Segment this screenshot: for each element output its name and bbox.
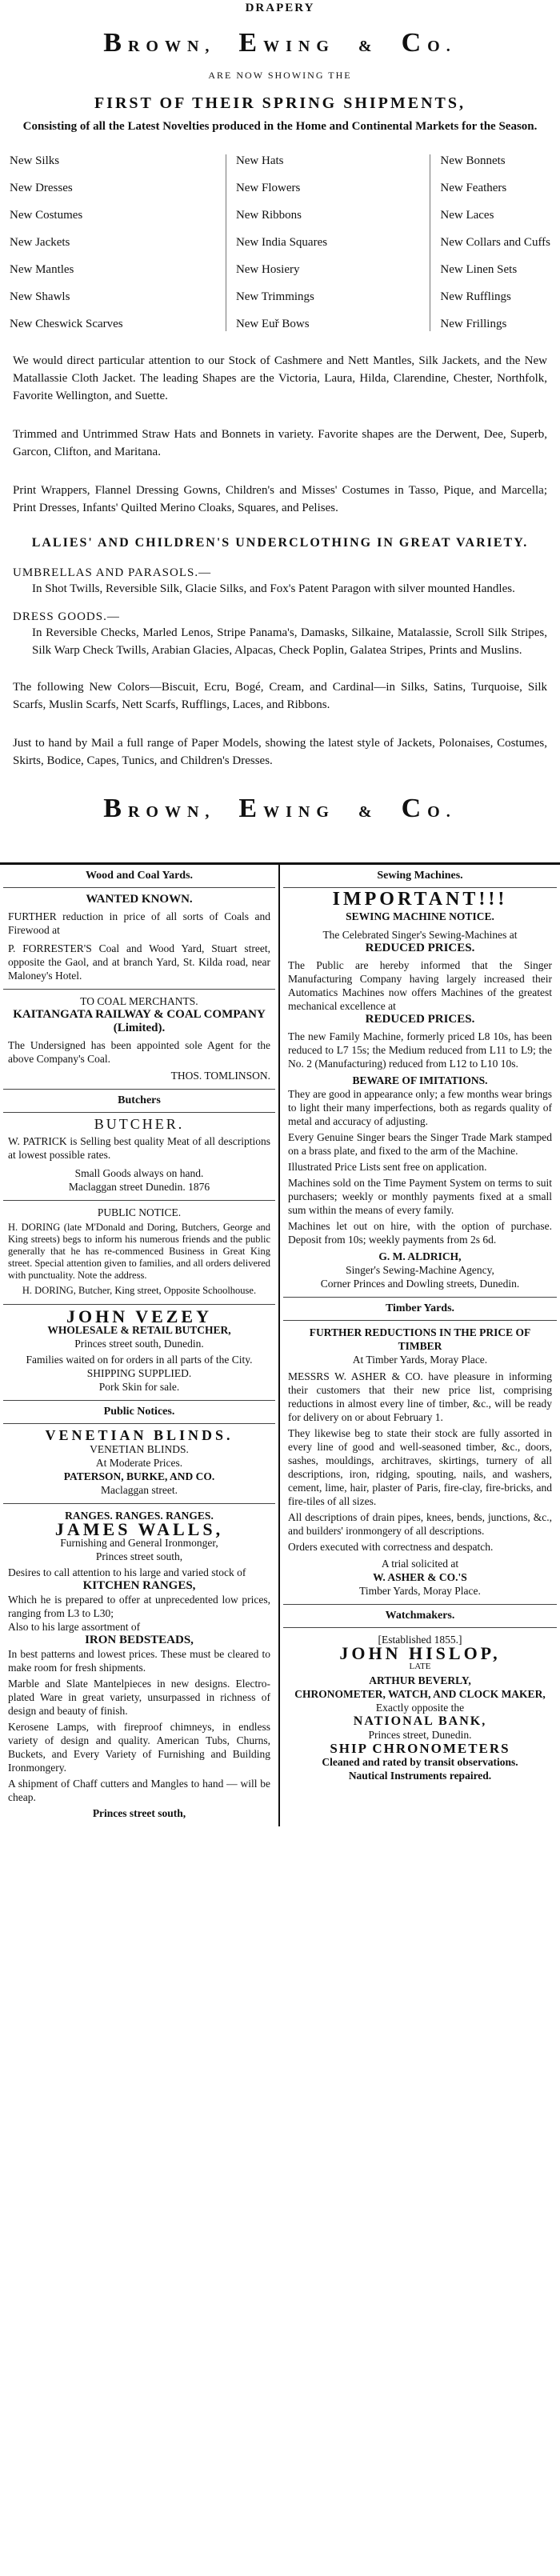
important-title: IMPORTANT!!! — [332, 889, 508, 910]
classified-columns — [0, 862, 560, 1826]
princes-line: Princes street south, — [92, 1807, 186, 1819]
opposite-line: Exactly opposite the — [375, 1702, 465, 1714]
chrono-line: CHRONOMETER, WATCH, AND CLOCK MAKER, — [294, 1688, 546, 1700]
doring-ad — [3, 1201, 275, 1305]
shipment-body: A shipment of Chaff cutters and Mangles to hand — will be cheap. — [8, 1778, 270, 1803]
umbrellas-heading: UMBRELLAS AND PARASOLS.— — [13, 566, 212, 579]
list-item: New Feathers — [440, 182, 507, 194]
illustrated-line: Illustrated Price Lists sent free on application. — [288, 1161, 487, 1173]
aldrich-name: G. M. ALDRICH, — [378, 1250, 462, 1262]
reduced-title: REDUCED PRICES. — [365, 942, 475, 954]
orders-line: Orders executed with correctness and despatch. — [288, 1541, 494, 1553]
princes-street: Princes street, Dunedin. — [368, 1729, 472, 1741]
watchmakers-heading: Watchmakers. — [283, 1605, 557, 1628]
asher-ad — [283, 1321, 557, 1605]
list-item: New Mantles — [10, 263, 74, 276]
novelty-columns — [0, 154, 560, 331]
list-item: New Bonnets — [440, 154, 506, 167]
beverly-name: ARTHUR BEVERLY, — [369, 1674, 471, 1686]
new-family: The new Family Machine, formerly priced L8 10s, has been reduced to L7 15s; the Medium reduced from L11 to L9; the No. 2 (Manufacturing) reduced from L12 to L10 10s. — [288, 1030, 552, 1070]
sewing-notice: SEWING MACHINE NOTICE. — [346, 910, 494, 922]
forrester-body: P. FORRESTER'S Coal and Wood Yard, Stuart street, opposite the Gaol, and at branch Yard, St. Kilda road, near Maloney's Hotel. — [8, 942, 270, 982]
established-line: [Established 1855.] — [378, 1634, 462, 1646]
wood-coal-heading: Wood and Coal Yards. — [3, 865, 275, 888]
list-item: New Rufflings — [440, 290, 511, 303]
headline: FIRST OF THEIR SPRING SHIPMENTS, — [94, 94, 466, 112]
list-item: New Collars and Cuffs — [440, 236, 550, 249]
asher-addr: Timber Yards, Moray Place. — [359, 1585, 481, 1597]
print-para: Print Wrappers, Flannel Dressing Gowns, Children's and Misses' Costumes in Tasso, Pique, and Marcella; Print Dresses, Infants' Quilted Merino Cloaks, Squares, and Pelises. — [13, 484, 547, 514]
maclaggan-line: Maclaggan street Dunedin. 1876 — [68, 1181, 210, 1193]
walls-trade: Furnishing and General Ironmonger, — [60, 1537, 218, 1549]
list-item: New Shawls — [10, 290, 70, 303]
left-column — [0, 865, 280, 1826]
forrester-ad — [3, 888, 275, 990]
undersigned-body: The Undersigned has been appointed sole Agent for the above Company's Coal. — [8, 1039, 270, 1065]
list-item: New Dresses — [10, 182, 73, 194]
payment-body: Machines sold on the Time Payment System on terms to suit purchasers; weekly or monthly payments fixed at a small sum within the means of every family. — [288, 1177, 552, 1216]
doring-sign: H. DORING, Butcher, King street, Opposite Schoolhouse. — [22, 1285, 257, 1296]
moderate-line: At Moderate Prices. — [95, 1457, 183, 1469]
kerosene-body: Kerosene Lamps, with fireproof chimneys, in endless variety of design and quality. American Tubs, Churns, Buckets, and Every Variety of Furnishing and Building Ironmongery. — [8, 1721, 270, 1774]
public-notice-title: PUBLIC NOTICE. — [97, 1206, 182, 1218]
list-item: New Costumes — [10, 209, 83, 222]
vezey-trade: WHOLESALE & RETAIL BUTCHER, — [47, 1324, 231, 1336]
brand-name-bottom: BROWN, EWING & CO. — [103, 794, 457, 823]
iron-title: IRON BEDSTEADS, — [85, 1634, 194, 1646]
timber-heading: Timber Yards. — [283, 1298, 557, 1321]
small-goods: Small Goods always on hand. — [74, 1167, 204, 1179]
vezey-body: Families waited on for orders in all parts of the City. — [26, 1354, 253, 1366]
beware-body: They are good in appearance only; a few months wear brings to light their many imperfections, both as regards quality of metal and accuracy of adjusting. — [288, 1088, 552, 1127]
singer-ad — [283, 888, 557, 1298]
list-item: New India Squares — [235, 236, 328, 249]
venetian-sub: VENETIAN BLINDS. — [90, 1443, 189, 1455]
butchers-heading: Butchers — [3, 1090, 275, 1113]
hislop-ad — [283, 1628, 557, 1789]
list-item: New Hosiery — [235, 263, 300, 276]
timber-yards-line: At Timber Yards, Moray Place. — [352, 1354, 488, 1366]
genuine-body: Every Genuine Singer bears the Singer Trade Mark stamped on a brass plate, and fixed to the arm of the Machine. — [288, 1131, 552, 1157]
ship-title: SHIP CHRONOMETERS — [330, 1741, 510, 1756]
kaitangata-ad — [3, 990, 275, 1090]
vezey-name: JOHN VEZEY — [66, 1306, 212, 1326]
section-title: DRAPERY — [245, 2, 315, 14]
let-body: Machines let out on hire, with the option of purchase. Deposit from 10s; weekly payments from 2s 6d. — [288, 1220, 552, 1246]
right-column — [280, 865, 560, 1826]
nautical-line: Nautical Instruments repaired. — [348, 1770, 492, 1782]
public-notices-heading: Public Notices. — [3, 1401, 275, 1424]
paterson-name: PATERSON, BURKE, AND CO. — [63, 1470, 215, 1482]
list-item: New Euř Bows — [235, 318, 310, 330]
list-item: New Trimmings — [235, 290, 314, 303]
late-line: LATE — [409, 1662, 431, 1671]
vezey-ad — [3, 1305, 275, 1401]
novelty-col-2 — [226, 154, 327, 331]
butcher-title: BUTCHER. — [94, 1116, 185, 1132]
trial-line: A trial solicited at — [381, 1558, 459, 1570]
asher-body: MESSRS W. ASHER & CO. have pleasure in informing their customers that their new price list, comprising reductions in almost every line of timber, &c., will be ready for delivery on or about February 1. — [288, 1370, 552, 1423]
venetian-ad — [3, 1424, 275, 1504]
colors-para: The following New Colors—Biscuit, Ecru, Bogé, Cream, and Cardinal—in Silks, Satins, Turquoise, Silk Scarfs, Muslin Scarfs, Nett Scarfs, Rufflings, Laces, and Ribbons. — [13, 681, 547, 711]
list-item: New Jackets — [10, 236, 70, 249]
wanted-body: FURTHER reduction in price of all sorts of Coals and Firewood at — [8, 910, 270, 936]
aldrich-role: Singer's Sewing-Machine Agency, — [346, 1264, 494, 1276]
also-line: Also to his large assortment of — [8, 1621, 141, 1633]
pork-line: Pork Skin for sale. — [98, 1381, 180, 1393]
also-desc: All descriptions of drain pipes, knees, bends, junctions, &c., and builders' ironmongery of all descriptions. — [288, 1511, 552, 1537]
list-item: New Ribbons — [235, 209, 302, 222]
reduced-title-2: REDUCED PRICES. — [365, 1013, 475, 1026]
cleaned-line: Cleaned and rated by transit observations. — [322, 1756, 518, 1768]
list-item: New Hats — [235, 154, 284, 167]
novelty-col-1 — [10, 154, 123, 331]
list-item: New Silks — [10, 154, 60, 167]
dress-heading: DRESS GOODS.— — [13, 610, 120, 623]
attention-para: We would direct particular attention to our Stock of Cashmere and Nett Mantles, Silk Jackets, and the New Matallassie Cloth Jacket. The leading Shapes are the Victoria, Laura, Hilda, Clarendine, Chester, Northfolk, Favorite Wellington, and Suette. — [13, 354, 547, 402]
ranges-title: RANGES. RANGES. RANGES. — [65, 1510, 214, 1522]
iron-body: In best patterns and lowest prices. These must be cleared to make room for fresh shipments. — [8, 1648, 270, 1674]
sewing-heading: Sewing Machines. — [283, 865, 557, 888]
list-item: New Linen Sets — [440, 263, 518, 276]
dress-para: In Reversible Checks, Marled Lenos, Stripe Panama's, Damasks, Silkaine, Matalassie, Scroll Silk Stripes, Silk Warp Check Twills, Arabian Glacies, Alpacas, Check Poplin, Galatea Stripes, Prints and Muslins. — [32, 626, 547, 657]
further-title: FURTHER REDUCTIONS IN THE PRICE OF TIMBER — [309, 1326, 531, 1352]
to-coal-title: TO COAL MERCHANTS. — [80, 995, 198, 1007]
paterson-addr: Maclaggan street. — [101, 1484, 178, 1496]
kitchen-body: Which he is prepared to offer at unprecedented low prices, ranging from L3 to L30; — [8, 1594, 270, 1619]
beware-title: BEWARE OF IMITATIONS. — [352, 1074, 488, 1086]
ladies-heading: LALIES' AND CHILDREN'S UNDERCLOTHING IN GREAT VARIETY. — [31, 536, 529, 550]
mail-para: Just to hand by Mail a full range of Paper Models, showing the latest style of Jackets, Polonaises, Costumes, Skirts, Bodice, Capes, Tunics, and Children's Dresses. — [13, 737, 547, 767]
vezey-addr: Princes street south, Dunedin. — [74, 1338, 204, 1350]
hislop-name: JOHN HISLOP, — [339, 1643, 501, 1663]
list-item: New Cheswick Scarves — [10, 318, 123, 330]
umbrellas-para: In Shot Twills, Reversible Silk, Glacie Silks, and Fox's Patent Paragon with silver mounted Handles. — [32, 582, 515, 595]
shipping-line: SHIPPING SUPPLIED. — [86, 1367, 192, 1379]
list-item: New Flowers — [235, 182, 301, 194]
kaitangata-title: KAITANGATA RAILWAY & COAL COMPANY (Limited). — [13, 1008, 266, 1034]
trimmed-para: Trimmed and Untrimmed Straw Hats and Bonnets in variety. Favorite shapes are the Derwent, Dee, Superb, Garcon, Clifton, and Maritana. — [13, 428, 547, 458]
public-informed: The Public are hereby informed that the Singer Manufacturing Company having largely increased their Automatics Machines now offers Machines of the greatest mechanical excellence at — [288, 959, 552, 1012]
list-item: New Frillings — [440, 318, 507, 330]
walls-addr: Princes street south, — [95, 1550, 183, 1562]
marble-body: Marble and Slate Mantelpieces in new designs. Electro-plated Ware in great variety, unsurpassed in richness of design and beauty of finish. — [8, 1678, 270, 1717]
asher-name: W. ASHER & CO.'S — [373, 1571, 467, 1583]
brand-name-top: BROWN, EWING & CO. — [103, 28, 457, 58]
aldrich-addr: Corner Princes and Dowling streets, Dunedin. — [320, 1278, 520, 1290]
doring-body: H. DORING (late M'Donald and Doring, Butchers, George and King streets) begs to inform his numerous friends and the public generally that he has re-commenced Business in Great King street. Special attention given to families, and all orders delivered with punctuality. Note the address. — [8, 1222, 271, 1281]
tomlinson-sign: THOS. TOMLINSON. — [170, 1070, 270, 1082]
patrick-body: W. PATRICK is Selling best quality Meat of all descriptions at lowest possible rates. — [8, 1135, 270, 1161]
consisting-text: Consisting of all the Latest Novelties produced in the Home and Continental Markets for the Season. — [22, 120, 538, 133]
venetian-title: VENETIAN BLINDS. — [45, 1427, 234, 1443]
walls-ad — [3, 1504, 275, 1826]
wanted-title: WANTED KNOWN. — [86, 893, 193, 906]
patrick-ad — [3, 1113, 275, 1201]
celebrated-line: The Celebrated Singer's Sewing-Machines at — [322, 929, 518, 941]
novelty-col-3 — [430, 154, 550, 331]
walls-body: Desires to call attention to his large and varied stock of — [8, 1566, 246, 1578]
likewise-body: They likewise beg to state their stock are fully assorted in every line of good and well-seasoned timber, &c., doors, sashes, mouldings, architraves, skirtings, turnery of all descriptions, iron, ridging, spouting, nails, and washers, cement, lime, hair, plaster of Paris, fire-clay, fire-bricks, and fire-tiles of all sizes. — [288, 1427, 552, 1507]
now-showing: ARE NOW SHOWING THE — [208, 70, 352, 81]
national-bank: NATIONAL BANK, — [353, 1714, 487, 1728]
kitchen-title: KITCHEN RANGES, — [82, 1579, 196, 1592]
walls-name: JAMES WALLS, — [54, 1519, 224, 1539]
list-item: New Laces — [440, 209, 494, 222]
